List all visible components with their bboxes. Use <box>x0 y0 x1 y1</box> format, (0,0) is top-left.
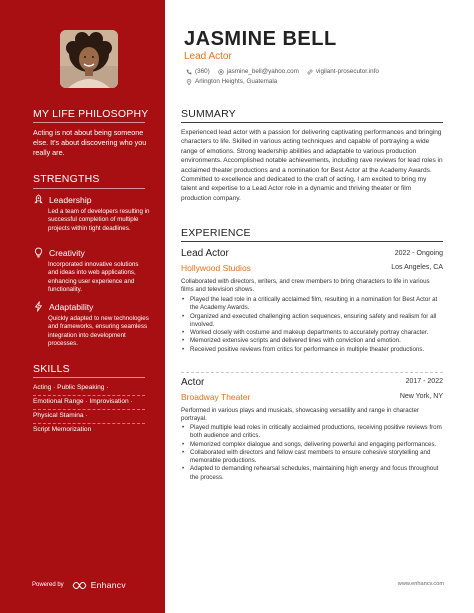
job-bullets <box>181 424 443 482</box>
strength-description: Led a team of developers resulting in successful completion of multiple projects within tight deadlines. <box>48 208 150 232</box>
link-icon <box>307 69 313 75</box>
job-bullet: • Collaborated with directors and fellow cast members to ensure cohesive storytelling and memorable productions. <box>181 449 443 466</box>
strength-description: Quickly adapted to new technologies and frameworks, ensuring seamless integration into development processes. <box>48 315 149 348</box>
job-location: Los Angeles, CA <box>391 264 443 271</box>
job-company: Hollywood Studios <box>181 263 251 273</box>
strength-item <box>33 194 151 233</box>
section-divider <box>33 377 145 378</box>
enhancv-logo[interactable] <box>72 580 126 590</box>
skill-item: Script Memorization <box>33 426 92 433</box>
job-bullet: • Received positive reviews from critics for performance in multiple theater productions. <box>181 346 443 354</box>
contact-phone[interactable] <box>186 68 210 75</box>
footer-url[interactable]: www.enhancv.com <box>397 581 444 587</box>
phone-icon <box>186 69 192 75</box>
job-bullet: • Worked closely with costume and makeup departments to accurately portray character. <box>181 329 443 337</box>
profile-photo <box>60 30 118 88</box>
experience-heading: EXPERIENCE <box>181 227 251 239</box>
job-company: Broadway Theater <box>181 392 251 402</box>
phone-text: (360) <box>195 68 210 75</box>
strength-item <box>33 247 151 295</box>
strength-title: Leadership <box>49 194 92 205</box>
skill-divider <box>33 423 145 424</box>
bolt-icon <box>33 301 44 312</box>
strength-description: Incorporated innovative solutions and ideas into web applications, enhancing user experience and functionality. <box>48 261 139 294</box>
job-title: Lead Actor <box>181 248 229 259</box>
philosophy-heading: MY LIFE PHILOSOPHY <box>33 108 149 120</box>
strength-title: Adaptability <box>49 301 94 312</box>
skill-item: Physical Stamina · <box>33 412 88 419</box>
job-bullet: • Played the lead role in a critically acclaimed film, resulting in a nomination for Best Actor at the Academy Awards. <box>181 296 443 313</box>
job-description: Performed in various plays and musicals, showcasing versatility and range in character portrayal. <box>181 407 419 423</box>
job-bullet: • Organized and executed challenging action sequences, ensuring safety and realism for all involved. <box>181 313 443 330</box>
candidate-name: JASMINE BELL <box>184 28 337 50</box>
email-text: jasmine_bell@yahoo.com <box>226 68 299 75</box>
skill-divider <box>33 395 145 396</box>
candidate-role: Lead Actor <box>184 51 232 62</box>
job-dates: 2022 - Ongoing <box>394 250 443 257</box>
job-bullets <box>181 296 443 354</box>
skills-heading: SKILLS <box>33 363 70 375</box>
job-bullet: • Memorized extensive scripts and delivered lines with conviction and emotion. <box>181 337 443 345</box>
powered-by-label: Powered by <box>32 582 64 588</box>
job-bullet: • Adapted to demanding rehearsal schedules, maintaining high energy and focus throughout the process. <box>181 465 443 482</box>
website-text: vigilant-prosecutor.info <box>315 68 379 75</box>
job-description: Collaborated with directors, writers, and crew members to bring characters to life in various films and television shows. <box>181 278 430 294</box>
summary-text: Experienced lead actor with a passion for delivering captivating performances and bringing characters to life. Skilled in various acting techniques and capable of portraying a wide range of emotions. Strong leadership abilities and adaptable to various production environments. Accomplished notable achievements, including rave reviews for lead roles in acclaimed theater productions and a nomination for Best Actor at the Academy Awards. Committed to excellence and dedicated to the craft of acting, I am excited to bring my talent and expertise to a Lead Actor role in a dynamic and thriving theater or film production company. <box>181 129 443 202</box>
location-pin-icon <box>186 79 192 85</box>
section-divider <box>181 122 443 123</box>
contact-row <box>186 68 387 75</box>
contact-row <box>186 78 285 85</box>
job-divider <box>181 372 443 373</box>
skill-item: Acting · Public Speaking · <box>33 384 109 391</box>
enhancv-logo-icon <box>72 581 87 590</box>
job-dates: 2017 - 2022 <box>405 378 443 385</box>
brand-name: Enhancv <box>90 580 126 590</box>
job-bullet: • Played multiple lead roles in critically acclaimed productions, receiving positive reviews from both audience and critics. <box>181 424 443 441</box>
rocket-icon <box>33 194 44 205</box>
skill-item: Emotional Range · Improvisation · <box>33 398 133 405</box>
contact-website[interactable] <box>307 68 379 75</box>
sidebar <box>0 0 165 613</box>
summary-heading: SUMMARY <box>181 108 236 120</box>
contact-location <box>186 78 277 85</box>
contact-email[interactable] <box>218 68 299 75</box>
section-divider <box>181 241 443 242</box>
job-title: Actor <box>181 377 205 388</box>
section-divider <box>33 188 145 189</box>
job-bullet: • Memorized complex dialogue and songs, delivering powerful and engaging performances. <box>181 441 443 449</box>
strength-item <box>33 301 151 349</box>
job-location: New York, NY <box>399 393 443 400</box>
philosophy-text: Acting is not about being someone else. It's about discovering who you really are. <box>33 128 147 157</box>
lightbulb-icon <box>33 247 44 258</box>
strength-title: Creativity <box>49 247 85 258</box>
location-text: Arlington Heights, Guatemala <box>195 78 278 85</box>
email-icon <box>218 69 224 75</box>
section-divider <box>33 122 145 123</box>
powered-by <box>32 580 126 590</box>
strengths-heading: STRENGTHS <box>33 173 100 185</box>
skill-divider <box>33 409 145 410</box>
